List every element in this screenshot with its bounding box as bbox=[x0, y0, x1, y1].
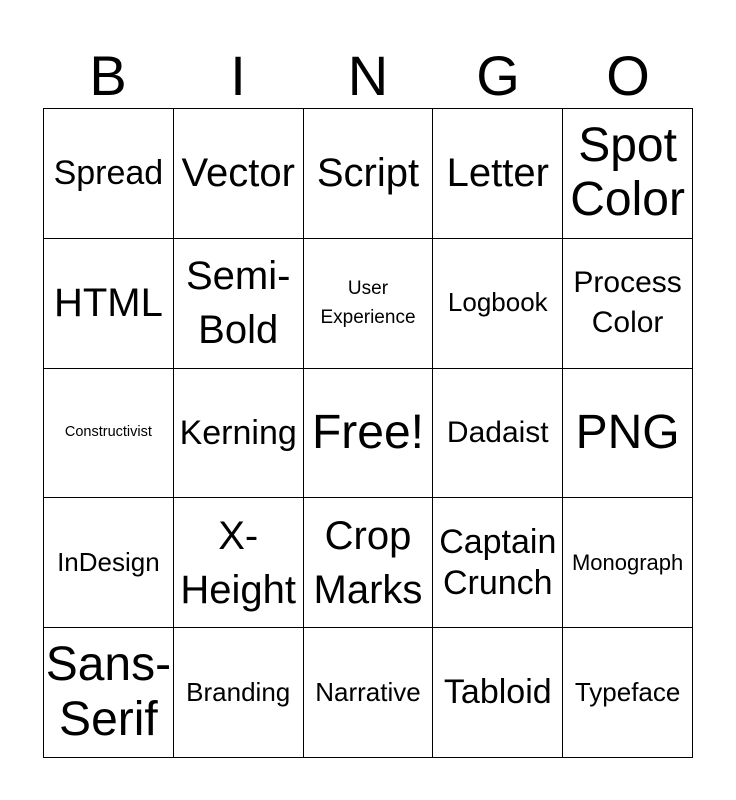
bingo-cell-r2-c3[interactable] bbox=[433, 369, 563, 499]
cell-label: Process Color bbox=[573, 265, 682, 340]
bingo-board bbox=[43, 108, 693, 758]
cell-label: Tabloid bbox=[443, 673, 552, 712]
free-space-label: Free! bbox=[311, 405, 424, 459]
bingo-cell-r4-c3[interactable] bbox=[433, 628, 563, 758]
cell-label: Sans-Serif bbox=[45, 638, 172, 746]
cell-label: Logbook bbox=[447, 287, 548, 318]
bingo-cell-r4-c4[interactable] bbox=[563, 628, 693, 758]
bingo-cell-r4-c2[interactable] bbox=[304, 628, 434, 758]
cell-label: Branding bbox=[186, 676, 291, 707]
cell-label: X-Height bbox=[180, 513, 296, 612]
cell-label: Dadaist bbox=[446, 415, 549, 449]
bingo-cell-r3-c0[interactable] bbox=[44, 498, 174, 628]
cell-label: Monograph bbox=[571, 549, 684, 575]
header-letter-g: G bbox=[476, 44, 520, 107]
cell-label: Narrative bbox=[315, 676, 421, 707]
cell-label: Crop Marks bbox=[313, 513, 423, 612]
header-letter-n: N bbox=[347, 44, 389, 107]
bingo-cell-r2-c4[interactable] bbox=[563, 369, 693, 499]
cell-label: Kerning bbox=[179, 413, 297, 452]
cell-label: HTML bbox=[53, 281, 163, 326]
bingo-cell-r1-c0[interactable] bbox=[44, 239, 174, 369]
bingo-cell-r0-c2[interactable] bbox=[304, 109, 434, 239]
bingo-cell-r1-c1[interactable] bbox=[174, 239, 304, 369]
bingo-cell-r0-c0[interactable] bbox=[44, 109, 174, 239]
header-letter-b: B bbox=[89, 44, 127, 107]
header-letter-o: O bbox=[606, 44, 650, 107]
bingo-cell-r0-c4[interactable] bbox=[563, 109, 693, 239]
bingo-cell-r2-c2[interactable] bbox=[304, 369, 434, 499]
bingo-header bbox=[43, 44, 693, 108]
cell-label: PNG bbox=[575, 405, 680, 459]
bingo-cell-r3-c3[interactable] bbox=[433, 498, 563, 628]
bingo-cell-r3-c2[interactable] bbox=[304, 498, 434, 628]
bingo-cell-r0-c1[interactable] bbox=[174, 109, 304, 239]
cell-label: Letter bbox=[446, 151, 549, 196]
cell-label: Vector bbox=[181, 151, 295, 196]
cell-label: Captain Crunch bbox=[439, 522, 557, 602]
cell-label: Constructivist bbox=[64, 424, 152, 441]
bingo-cell-r1-c3[interactable] bbox=[433, 239, 563, 369]
bingo-cell-r3-c4[interactable] bbox=[563, 498, 693, 628]
bingo-cell-r3-c1[interactable] bbox=[174, 498, 304, 628]
cell-label: Spread bbox=[53, 154, 164, 192]
cell-label: Spot Color bbox=[570, 119, 685, 227]
bingo-cell-r4-c0[interactable] bbox=[44, 628, 174, 758]
cell-label: Script bbox=[316, 151, 420, 196]
bingo-cell-r0-c3[interactable] bbox=[433, 109, 563, 239]
cell-label: Semi-Bold bbox=[185, 254, 291, 353]
cell-label: Typeface bbox=[574, 676, 681, 707]
bingo-cell-r2-c1[interactable] bbox=[174, 369, 304, 499]
bingo-cell-r2-c0[interactable] bbox=[44, 369, 174, 499]
cell-label: InDesign bbox=[57, 546, 160, 577]
bingo-cell-r4-c1[interactable] bbox=[174, 628, 304, 758]
bingo-cell-r1-c4[interactable] bbox=[563, 239, 693, 369]
bingo-cell-r1-c2[interactable] bbox=[304, 239, 434, 369]
header-letter-i: I bbox=[230, 44, 246, 107]
cell-label: User Experience bbox=[320, 277, 416, 329]
